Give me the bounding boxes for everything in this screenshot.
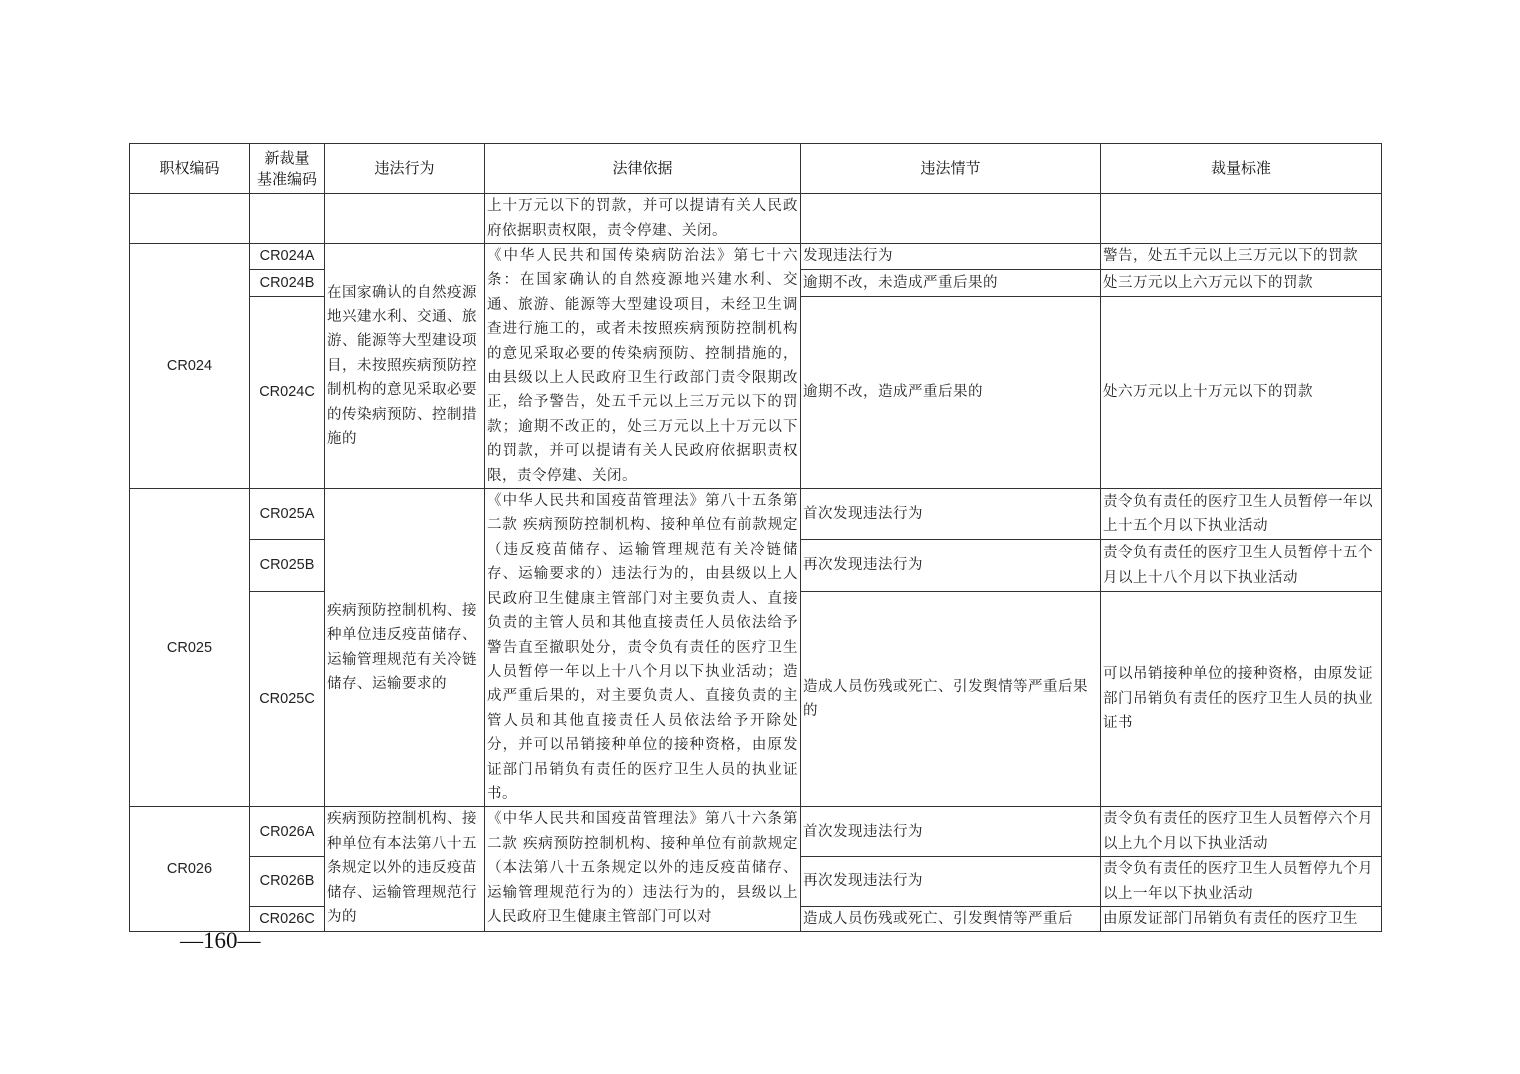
violation-plot: 再次发现违法行为 [801, 540, 1101, 591]
continuation-law: 上十万元以下的罚款，并可以提请有关人民政府依据职责权限，责令停建、关闭。 [485, 194, 801, 244]
header-standard: 裁量标准 [1101, 144, 1382, 194]
continuation-act [325, 194, 485, 244]
sub-code: CR024A [250, 244, 325, 270]
continuation-row [130, 194, 1382, 244]
discretion-standard: 处六万元以上十万元以下的罚款 [1101, 296, 1382, 489]
discretion-standard: 责令负有责任的医疗卫生人员暂停九个月以上一年以下执业活动 [1101, 857, 1382, 907]
header-code: 职权编码 [130, 144, 250, 194]
legal-basis: 《中华人民共和国传染病防治法》第七十六条：在国家确认的自然疫源地兴建水利、交通、旅游、能源等大型建设项目，未经卫生调查进行施工的，或者未按照疾病预防控制机构的意见采取必要的传染病预防、控制措施的，由县级以上人民政府卫生行政部门责令限期改正，给予警告，处五千元以上三万元以下的罚款；逾期不改正的，处三万元以上十万元以下的罚款，并可以提请有关人民政府依据职责权限，责令停建、关闭。 [485, 244, 801, 489]
header-new-code: 新裁量 基准编码 [250, 144, 325, 194]
discretion-standard: 可以吊销接种单位的接种资格，由原发证部门吊销负有责任的医疗卫生人员的执业证书 [1101, 591, 1382, 807]
continuation-sub [250, 194, 325, 244]
discretion-standard: 由原发证部门吊销负有责任的医疗卫生 [1101, 906, 1382, 931]
discretion-standard: 责令负有责任的医疗卫生人员暂停一年以上十五个月以下执业活动 [1101, 489, 1382, 540]
sub-code: CR025B [250, 540, 325, 591]
violation-plot: 首次发现违法行为 [801, 489, 1101, 540]
sub-code: CR026A [250, 807, 325, 857]
sub-code: CR024B [250, 270, 325, 296]
violation-plot: 首次发现违法行为 [801, 807, 1101, 857]
legal-basis: 《中华人民共和国疫苗管理法》第八十五条第二款 疾病预防控制机构、接种单位有前款规定（违反疫苗储存、运输管理规范有关冷链储存、运输要求的）违法行为的，由县级以上人民政府卫生健康主管部门对主要负责人、直接负责的主管人员和其他直接责任人员依法给予警告直至撤职处分，责令负有责任的医疗卫生人员暂停一年以上十八个月以下执业活动；造成严重后果的，对主要负责人、直接负责的主管人员和其他直接责任人员依法给予开除处分，并可以吊销接种单位的接种资格，由原发证部门吊销负有责任的医疗卫生人员的执业证书。 [485, 489, 801, 807]
header-row [130, 144, 1382, 194]
violation-plot: 逾期不改，造成严重后果的 [801, 296, 1101, 489]
violation-plot: 造成人员伤残或死亡、引发舆情等严重后 [801, 906, 1101, 931]
continuation-standard [1101, 194, 1382, 244]
discretion-standard: 警告，处五千元以上三万元以下的罚款 [1101, 244, 1382, 270]
header-law: 法律依据 [485, 144, 801, 194]
violation-act: 疾病预防控制机构、接种单位有本法第八十五条规定以外的违反疫苗储存、运输管理规范行为的 [325, 807, 485, 932]
sub-code: CR025C [250, 591, 325, 807]
violation-plot: 发现违法行为 [801, 244, 1101, 270]
sub-code: CR026B [250, 857, 325, 907]
power-code: CR026 [130, 807, 250, 932]
table-row [130, 807, 1382, 857]
power-code: CR025 [130, 489, 250, 807]
discretion-standard: 处三万元以上六万元以下的罚款 [1101, 270, 1382, 296]
violation-plot: 逾期不改，未造成严重后果的 [801, 270, 1101, 296]
discretion-table [129, 143, 1382, 932]
discretion-standard: 责令负有责任的医疗卫生人员暂停六个月以上九个月以下执业活动 [1101, 807, 1382, 857]
sub-code: CR026C [250, 906, 325, 931]
sub-code: CR024C [250, 296, 325, 489]
continuation-plot [801, 194, 1101, 244]
header-plot: 违法情节 [801, 144, 1101, 194]
header-act: 违法行为 [325, 144, 485, 194]
violation-act: 在国家确认的自然疫源地兴建水利、交通、旅游、能源等大型建设项目，未按照疾病预防控制机构的意见采取必要的传染病预防、控制措施的 [325, 244, 485, 489]
power-code: CR024 [130, 244, 250, 489]
legal-basis: 《中华人民共和国疫苗管理法》第八十六条第二款 疾病预防控制机构、接种单位有前款规定（本法第八十五条规定以外的违反疫苗储存、运输管理规范行为的）违法行为的，县级以上人民政府卫生健康主管部门可以对 [485, 807, 801, 932]
table-row [130, 489, 1382, 540]
violation-plot: 造成人员伤残或死亡、引发舆情等严重后果的 [801, 591, 1101, 807]
discretion-standard: 责令负有责任的医疗卫生人员暂停十五个月以上十八个月以下执业活动 [1101, 540, 1382, 591]
continuation-code [130, 194, 250, 244]
sub-code: CR025A [250, 489, 325, 540]
violation-act: 疾病预防控制机构、接种单位违反疫苗储存、运输管理规范有关冷链储存、运输要求的 [325, 489, 485, 807]
violation-plot: 再次发现违法行为 [801, 857, 1101, 907]
table-row [130, 244, 1382, 270]
page-number: —160— [180, 928, 261, 953]
